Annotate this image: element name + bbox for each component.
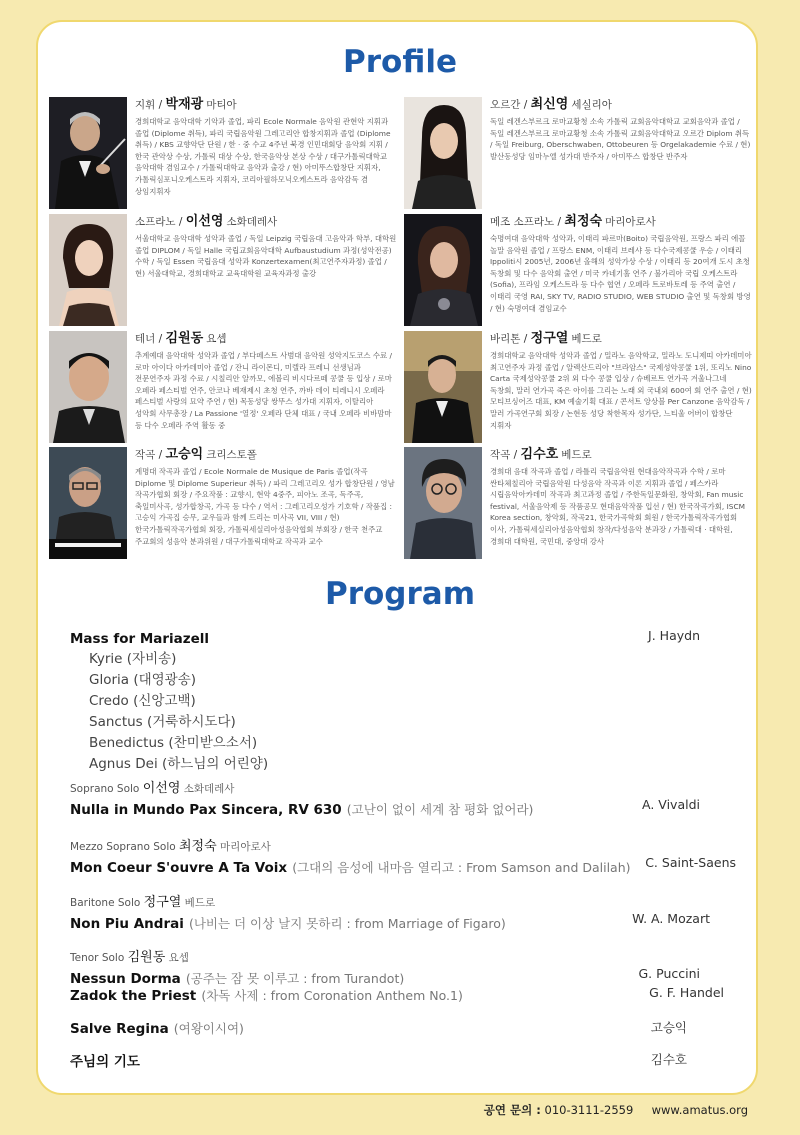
- solo-voice: Soprano Solo: [70, 783, 140, 795]
- mass-movement: Sanctus (거룩하시도다): [89, 714, 236, 730]
- profile-role: 바리톤 /: [490, 333, 528, 345]
- contact-label: 공연 문의 :: [483, 1103, 541, 1117]
- program-composer: C. Saint-Saens: [645, 855, 736, 870]
- profile-bio: 경희대학교 음악대학 성악과 졸업 / 밀라노 음악학교, 밀라노 도니제띠 아카데미아 최고연주자 과정 졸업 / 알렉산드리아 "브라암스" 국제성악콩쿨 1위, 또리노 Nino Carta 국제성악콩쿨 2위 외 다수 콩쿨 입상 / 슈베르트 연가곡 겨울나그네 독창회, 말러 연가곡 죽은 아이를 그리는 노래 외 국내외 600여 회 연주 출연 / 현) 모티브싱어즈 대표, KM 예술기획 대표 / 콘서트 앙상블 Per Canzone 음악감독 / 말러 가곡연구회 회장 / 논현동 성당 착한목자 성가단, 느티울 어버이 합창단 지휘자: [490, 351, 752, 430]
- footer-contact: [484, 1102, 748, 1118]
- mass-movement: Gloria (대영광송): [89, 672, 197, 688]
- profile-bio: 추계예대 음악대학 성악과 졸업 / 부다페스트 사범대 음악원 성악지도코스 수료 / 로마 아이다 아카데미아 졸업 / 잔니 라이몬디, 미렐라 프레니 선생님과 전문연주자 과정 수료 / 시칠리안 알까모, 에볼리 비시다르떼 콩쿨 등 입상 / 로마 오페라 페스티벌 연주, 안코나 베재제시 초청 연주, 까바 데이 티레니시 오페라 페스티벌 사랑의 묘약 주연 / 현) 목동성당 쌍뚜스 성가대 지휘자, 이탈리아 성악회 사무총장 / La Passione '열정' 오페라 단체 대표 / 국내 오페라 비바맘마 등 다수 오페라 주역 활동 중: [135, 351, 392, 430]
- soloist-baptismal-name: 소화데레사: [183, 783, 235, 795]
- profile-card-soprano: [49, 214, 397, 332]
- program-title: Mass for Mariazell: [70, 631, 210, 647]
- program-title: Non Piu Andrai: [70, 916, 184, 932]
- profile-name: 박재광: [165, 97, 204, 112]
- program-composer: A. Vivaldi: [642, 797, 700, 812]
- solo-voice: Baritone Solo: [70, 897, 141, 909]
- profile-baptismal-name: 베드로: [561, 449, 592, 461]
- program-title: Nulla in Mundo Pax Sincera, RV 630: [70, 802, 342, 818]
- profile-name: 정구열: [530, 331, 569, 346]
- program-composer: 고승익: [650, 1020, 687, 1035]
- profile-heading: Profile: [343, 44, 457, 80]
- program-title: Zadok the Priest: [70, 988, 197, 1004]
- soloist-name: 최정숙: [179, 839, 217, 854]
- profile-card-organist: [404, 97, 749, 215]
- profile-role: 작곡 /: [490, 449, 518, 461]
- organist-photo: [404, 97, 482, 209]
- soloist-baptismal-name: 요셉: [168, 952, 189, 964]
- program-subtitle: (차독 사제 : from Coronation Anthem No.1): [201, 988, 463, 1003]
- profile-bio: 경희대 음대 작곡과 졸업 / 라틀리 국립음악원 현대음악작곡과 수학 / 로마 싼타체칠리아 국립음악원 다성음악 작곡과 이론 지휘과 졸업 / 페스카라 시립음악아카데미 작곡과 최고과정 졸업 / 주한독일문화원, 창악회, Fan music festival, 서울음악제 등 작품공모 현대음악작품 입선 / 현) 한국작곡가회, ISCM Korea section, 창악회, 작곡21, 한국가곡학회 회원 / 한국가톨릭작곡가협회 이사, 가톨릭세실리아성음악협회 창작/다성음악 분과장 / 가톨릭대 · 대학원, 경희대 대학원, 국민대, 중앙대 강사: [490, 467, 746, 546]
- website-link[interactable]: www.amatus.org: [651, 1103, 748, 1117]
- tenor-photo: [49, 331, 127, 443]
- program-title: 주님의 기도: [70, 1054, 140, 1070]
- profile-card-mezzo: [404, 214, 749, 332]
- program-title: Salve Regina: [70, 1021, 169, 1037]
- profile-role: 오르간 /: [490, 99, 528, 111]
- program-composer: J. Haydn: [648, 628, 700, 643]
- profile-card-composer-kim: [404, 447, 749, 565]
- program-title: Nessun Dorma: [70, 971, 181, 987]
- soloist-name: 김원동: [127, 950, 166, 965]
- conductor-photo: [49, 97, 127, 209]
- program-heading: Program: [324, 576, 475, 612]
- profile-bio: 서울대학교 음악대학 성악과 졸업 / 독일 Leipzig 국립음대 고음악과 학부, 대학원 졸업 DIPLOM / 독일 Halle 국립교회음악대학 Aufbaustudium 과정(성악전공) 수학 / 독일 Essen 국립음대 성악과 Konzertexamen(최고연주자과정) 졸업 / 현) 서울대학교, 경희대학교 교육대학원 교육자과정 출강: [135, 234, 397, 278]
- program-subtitle: (공주는 잠 못 이루고 : from Turandot): [185, 971, 405, 986]
- profile-role: 메조 소프라노 /: [490, 216, 562, 228]
- program-item: [70, 835, 736, 876]
- program-title: Mon Coeur S'ouvre A Ta Voix: [70, 860, 288, 876]
- mass-movement: Kyrie (자비송): [89, 651, 177, 667]
- mass-movements: [70, 649, 730, 775]
- program-composer: W. A. Mozart: [632, 911, 710, 926]
- program-subtitle: (여왕이시여): [173, 1021, 244, 1036]
- soloist-baptismal-name: 마리아로사: [220, 841, 271, 853]
- soloist-name: 정구열: [143, 895, 182, 910]
- program-item: [70, 985, 730, 1004]
- profile-name: 고승익: [165, 447, 204, 462]
- soprano-photo: [49, 214, 127, 326]
- profile-bio: 숙명여대 음악대학 성악과, 이태리 파르마(Boito) 국립음악원, 프랑스 파리 에꼴 놀말 음악원 졸업 / 프랑스 ENM, 이태리 브레샤 등 다수국제콩쿨 우승 / 이태리 Ippoliti시 2005년, 2006년 올해의 성악가상 수상 / 이태리 등 20여개 도시 초청 독창회 및 다수 음악회 출연 / 미국 카네기홀 연주 / 불가리아 국립 오케스트라(Sofia), 프라임 오케스트라 등 다수 협연 / 오페라 트로바토레 등 주역 출연 / 이태리 국영 RAI, SKY TV, RADIO STUDIO, WEB STUDIO 출연 및 독창회 방영 / 현) 숙명여대 겸임교수: [490, 234, 751, 313]
- solo-voice: Mezzo Soprano Solo: [70, 841, 176, 853]
- profile-bio: 계명대 작곡과 졸업 / Ecole Normale de Musique de Paris 졸업(작곡 Diplome 및 Diplome Superieur 취득) / 파리 그레고리오 성가 합창단원 / 영남 작곡가협회 회장 / 주요작품 : 교향시, 현악 4중주, 피아노 조곡, 독주곡, 축일미사곡, 성가합창곡, 가곡 등 다수 / 역서 : 그레고리오성가 기호학 / 작품집 : 고승익 가곡집 승무, 교우들과 함께 드리는 미사곡 VII, VIII / 현) 한국가톨릭작곡가협회 회장, 가톨릭세실리아성음악협회 부회장 / 한국 천주교 주교회의 성음악 분과위원 / 대구가톨릭대학교 작곡과 교수: [135, 467, 395, 546]
- profile-card-baritone: [404, 331, 752, 449]
- profile-name: 김수호: [520, 447, 559, 462]
- profile-role: 소프라노 /: [135, 216, 183, 228]
- composer-ko-photo: [49, 447, 127, 559]
- soloist-baptismal-name: 베드로: [184, 897, 216, 909]
- program-subtitle: (고난이 없이 세계 참 평화 없어라): [346, 802, 534, 817]
- mass-movement: Agnus Dei (하느님의 어린양): [89, 756, 269, 772]
- baritone-photo: [404, 331, 482, 443]
- profile-baptismal-name: 마리아로사: [605, 216, 656, 228]
- program-composer: 김수호: [650, 1052, 687, 1067]
- profile-baptismal-name: 요셉: [206, 333, 227, 345]
- profile-bio: 경희대학교 음악대학 기악과 졸업, 파리 Ecole Normale 음악원 관현악 지휘과 졸업 (Diplome 취득), 파리 국립음악원 그레고리안 합창지휘과 졸업 (Diplome 취득) / KBS 교향악단 단원 / 한 · 중 수교 4주년 북경 인민대회당 음악회 지휘 / 한국 관악상 수상, 가톨릭 대상 수상, 한국음악상 본상 수상 / 대구가톨릭대학교 음악대학 겸임교수 / 가톨릭대학교 음악과 출강 / 현) 아미뚜스합창단 지휘자, 가톨릭심포니오케스트라 지휘자, 코리아필하모닉오케스트라 음악감독 겸 상임지휘자: [135, 117, 391, 196]
- profile-card-conductor: [49, 97, 394, 215]
- composer-kim-photo: [404, 447, 482, 559]
- program-item: [70, 891, 730, 932]
- profile-name: 김원동: [165, 331, 204, 346]
- profile-baptismal-name: 베드로: [571, 333, 602, 345]
- program-item: [70, 1018, 730, 1037]
- soloist-name: 이선영: [142, 781, 181, 796]
- program-subtitle: (나비는 더 이상 날지 못하리 : from Marriage of Figaro): [188, 916, 506, 931]
- profile-card-tenor: [49, 331, 394, 449]
- solo-voice: Tenor Solo: [70, 952, 125, 964]
- profile-role: 작곡 /: [135, 449, 163, 461]
- profile-role: 지휘 /: [135, 99, 163, 111]
- profile-bio: 독일 레겐스부르크 로마교황청 소속 가톨릭 교회음악대학교 교회음악과 졸업 / 독일 레겐스부르크 로마교황청 소속 가톨릭 교회음악대학교 오르간 Diplom 취득 / 독일 Freiburg, Oberschwaben, Ottobeuren 등 Orgelakademie 수료 / 현) 발산동성당 임마누엘 성가대 반주자 / 아미뚜스 합창단 반주자: [490, 117, 751, 161]
- program-composer: G. F. Handel: [649, 985, 724, 1000]
- mass-movement: Credo (신앙고백): [89, 693, 196, 709]
- profile-name: 최정숙: [564, 214, 603, 229]
- profile-role: 테너 /: [135, 333, 163, 345]
- program-composer: G. Puccini: [638, 966, 700, 981]
- profile-baptismal-name: 크리스토폴: [206, 449, 257, 461]
- profile-name: 이선영: [185, 214, 224, 229]
- profile-card-composer-ko: [49, 447, 394, 565]
- profile-baptismal-name: 소화데레사: [226, 216, 278, 228]
- profile-baptismal-name: 마티아: [206, 99, 237, 111]
- mass-movement: Benedictus (찬미받으소서): [89, 735, 258, 751]
- profile-baptismal-name: 세실리아: [571, 99, 612, 111]
- program-subtitle: (그대의 음성에 내마음 열리고 : From Samson and Dalilah): [292, 860, 631, 875]
- contact-phone: 010-3111-2559: [544, 1103, 634, 1117]
- program-item: [70, 946, 730, 987]
- mezzo-photo: [404, 214, 482, 326]
- program-item: [70, 777, 730, 818]
- program-item-mass: [70, 628, 730, 647]
- profile-name: 최신영: [530, 97, 569, 112]
- program-item: [70, 1050, 730, 1070]
